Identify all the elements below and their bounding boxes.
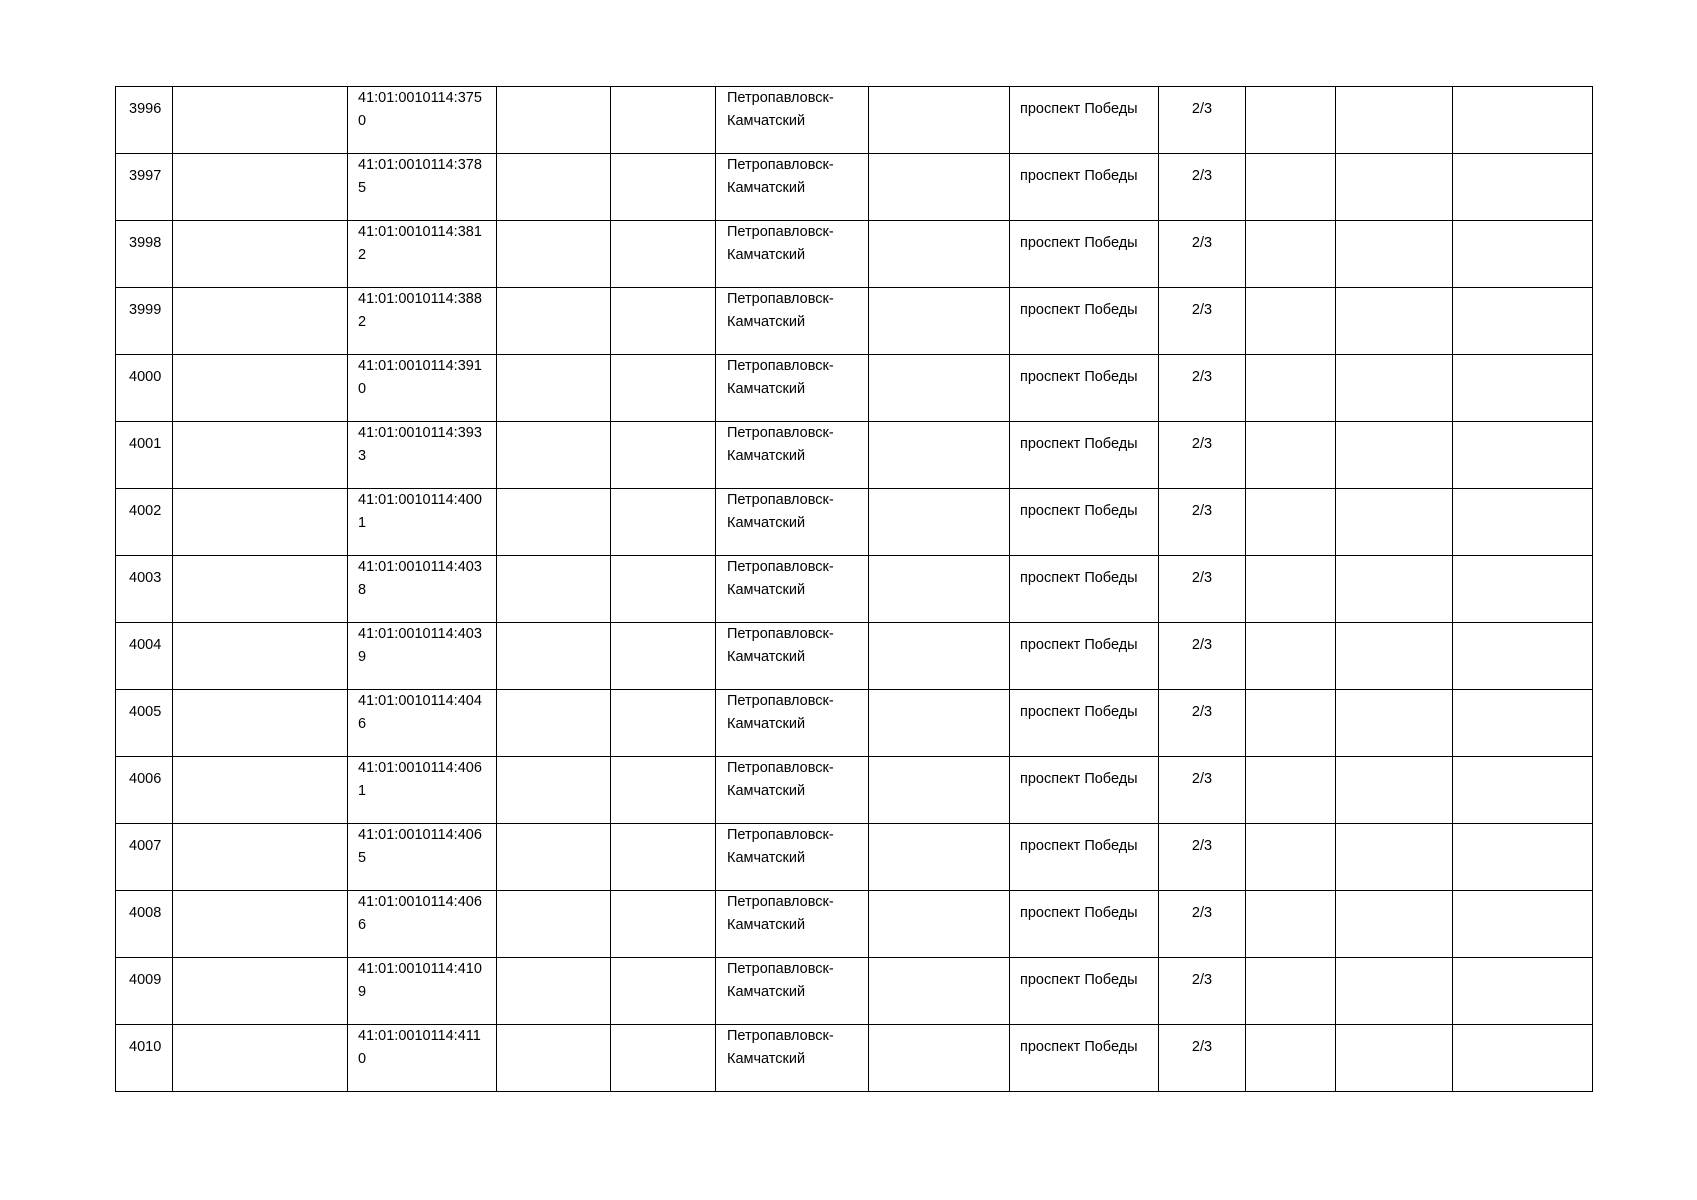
cadastral-number-cell — [348, 154, 497, 221]
empty-cell — [497, 422, 611, 489]
empty-cell — [611, 958, 716, 1025]
empty-cell — [1246, 690, 1336, 757]
empty-cell — [497, 355, 611, 422]
empty-cell — [869, 422, 1010, 489]
street-text: проспект Победы — [1020, 972, 1138, 988]
empty-cell — [173, 422, 348, 489]
cadastral-number-cell — [348, 958, 497, 1025]
table-row — [116, 690, 1593, 757]
empty-cell — [869, 154, 1010, 221]
row-number-cell — [116, 221, 173, 288]
table-row — [116, 154, 1593, 221]
row-number-text: 4010 — [129, 1039, 162, 1055]
empty-cell — [1246, 824, 1336, 891]
empty-cell — [173, 757, 348, 824]
row-number-cell — [116, 690, 173, 757]
street-cell — [1010, 891, 1159, 958]
empty-cell — [1246, 87, 1336, 154]
house-number-text: 2/3 — [1191, 637, 1213, 653]
empty-cell — [1336, 824, 1453, 891]
row-number-cell — [116, 288, 173, 355]
empty-cell — [1336, 87, 1453, 154]
street-cell — [1010, 556, 1159, 623]
house-number-cell — [1159, 757, 1246, 824]
empty-cell — [1336, 288, 1453, 355]
empty-cell — [1336, 556, 1453, 623]
row-number-text: 4005 — [129, 704, 162, 720]
empty-cell — [1246, 757, 1336, 824]
street-text: проспект Победы — [1020, 905, 1138, 921]
city-text: Петропавловск-Камчатский — [727, 157, 834, 196]
table-row — [116, 556, 1593, 623]
cadastral-number-cell — [348, 288, 497, 355]
row-number-text: 4001 — [129, 436, 162, 452]
row-number-text: 4002 — [129, 503, 162, 519]
street-text: проспект Победы — [1020, 235, 1138, 251]
row-number-cell — [116, 824, 173, 891]
house-number-cell — [1159, 824, 1246, 891]
city-text: Петропавловск-Камчатский — [727, 894, 834, 933]
cadastral-number-text: 41:01:0010114:3933 — [358, 425, 482, 464]
empty-cell — [869, 891, 1010, 958]
empty-cell — [1453, 891, 1593, 958]
street-cell — [1010, 623, 1159, 690]
street-text: проспект Победы — [1020, 101, 1138, 117]
cadastral-number-cell — [348, 757, 497, 824]
empty-cell — [173, 1025, 348, 1092]
street-cell — [1010, 288, 1159, 355]
row-number-text: 3999 — [129, 302, 162, 318]
house-number-text: 2/3 — [1191, 570, 1213, 586]
city-text: Петропавловск-Камчатский — [727, 90, 834, 129]
empty-cell — [611, 757, 716, 824]
empty-cell — [1246, 489, 1336, 556]
house-number-text: 2/3 — [1191, 1039, 1213, 1055]
street-text: проспект Победы — [1020, 771, 1138, 787]
cadastral-number-cell — [348, 690, 497, 757]
row-number-cell — [116, 891, 173, 958]
city-text: Петропавловск-Камчатский — [727, 291, 834, 330]
city-cell — [716, 489, 869, 556]
city-text: Петропавловск-Камчатский — [727, 492, 834, 531]
street-cell — [1010, 422, 1159, 489]
table-row — [116, 623, 1593, 690]
cadastral-number-cell — [348, 824, 497, 891]
empty-cell — [173, 288, 348, 355]
cadastral-number-text: 41:01:0010114:4066 — [358, 894, 482, 933]
empty-cell — [1453, 87, 1593, 154]
empty-cell — [611, 1025, 716, 1092]
city-text: Петропавловск-Камчатский — [727, 961, 834, 1000]
city-text: Петропавловск-Камчатский — [727, 1028, 834, 1067]
empty-cell — [1336, 221, 1453, 288]
city-text: Петропавловск-Камчатский — [727, 626, 834, 665]
street-cell — [1010, 690, 1159, 757]
house-number-text: 2/3 — [1191, 168, 1213, 184]
table-row — [116, 958, 1593, 1025]
empty-cell — [611, 154, 716, 221]
empty-cell — [497, 288, 611, 355]
table-row — [116, 87, 1593, 154]
city-text: Петропавловск-Камчатский — [727, 760, 834, 799]
table-row — [116, 355, 1593, 422]
empty-cell — [869, 355, 1010, 422]
empty-cell — [1453, 958, 1593, 1025]
cadastral-number-cell — [348, 1025, 497, 1092]
empty-cell — [869, 556, 1010, 623]
row-number-cell — [116, 489, 173, 556]
street-text: проспект Победы — [1020, 838, 1138, 854]
empty-cell — [1246, 154, 1336, 221]
empty-cell — [1453, 556, 1593, 623]
city-cell — [716, 288, 869, 355]
empty-cell — [1246, 355, 1336, 422]
empty-cell — [611, 87, 716, 154]
empty-cell — [611, 489, 716, 556]
table-row — [116, 489, 1593, 556]
row-number-cell — [116, 87, 173, 154]
street-cell — [1010, 221, 1159, 288]
empty-cell — [869, 623, 1010, 690]
house-number-text: 2/3 — [1191, 972, 1213, 988]
row-number-cell — [116, 355, 173, 422]
empty-cell — [1246, 1025, 1336, 1092]
row-number-text: 4009 — [129, 972, 162, 988]
cadastral-number-text: 41:01:0010114:4109 — [358, 961, 482, 1000]
row-number-cell — [116, 556, 173, 623]
street-text: проспект Победы — [1020, 369, 1138, 385]
house-number-cell — [1159, 1025, 1246, 1092]
house-number-cell — [1159, 422, 1246, 489]
empty-cell — [611, 221, 716, 288]
street-text: проспект Победы — [1020, 637, 1138, 653]
row-number-cell — [116, 422, 173, 489]
empty-cell — [1336, 154, 1453, 221]
row-number-cell — [116, 958, 173, 1025]
street-cell — [1010, 824, 1159, 891]
cadastral-number-text: 41:01:0010114:4038 — [358, 559, 482, 598]
empty-cell — [611, 891, 716, 958]
empty-cell — [173, 154, 348, 221]
empty-cell — [497, 489, 611, 556]
empty-cell — [173, 891, 348, 958]
empty-cell — [869, 757, 1010, 824]
city-cell — [716, 556, 869, 623]
row-number-cell — [116, 1025, 173, 1092]
empty-cell — [1336, 623, 1453, 690]
house-number-text: 2/3 — [1191, 436, 1213, 452]
city-text: Петропавловск-Камчатский — [727, 425, 834, 464]
empty-cell — [611, 556, 716, 623]
empty-cell — [1246, 422, 1336, 489]
cadastral-number-text: 41:01:0010114:3750 — [358, 90, 482, 129]
empty-cell — [869, 824, 1010, 891]
cadastral-number-text: 41:01:0010114:3812 — [358, 224, 482, 263]
house-number-text: 2/3 — [1191, 369, 1213, 385]
empty-cell — [497, 1025, 611, 1092]
city-cell — [716, 1025, 869, 1092]
empty-cell — [611, 623, 716, 690]
empty-cell — [173, 87, 348, 154]
house-number-text: 2/3 — [1191, 771, 1213, 787]
city-cell — [716, 221, 869, 288]
house-number-cell — [1159, 958, 1246, 1025]
cadastral-number-cell — [348, 355, 497, 422]
cadastral-number-cell — [348, 556, 497, 623]
empty-cell — [497, 154, 611, 221]
street-cell — [1010, 87, 1159, 154]
row-number-text: 4003 — [129, 570, 162, 586]
city-cell — [716, 422, 869, 489]
empty-cell — [1246, 556, 1336, 623]
street-text: проспект Победы — [1020, 168, 1138, 184]
empty-cell — [611, 288, 716, 355]
empty-cell — [497, 824, 611, 891]
table-row — [116, 824, 1593, 891]
street-text: проспект Победы — [1020, 704, 1138, 720]
cadastral-number-cell — [348, 623, 497, 690]
cadastral-number-cell — [348, 87, 497, 154]
house-number-cell — [1159, 556, 1246, 623]
registry-table — [115, 86, 1593, 1092]
empty-cell — [1453, 288, 1593, 355]
cadastral-number-text: 41:01:0010114:4046 — [358, 693, 482, 732]
city-cell — [716, 87, 869, 154]
empty-cell — [611, 824, 716, 891]
row-number-cell — [116, 757, 173, 824]
empty-cell — [497, 556, 611, 623]
street-cell — [1010, 355, 1159, 422]
empty-cell — [1246, 891, 1336, 958]
empty-cell — [1246, 288, 1336, 355]
city-text: Петропавловск-Камчатский — [727, 559, 834, 598]
empty-cell — [869, 1025, 1010, 1092]
city-text: Петропавловск-Камчатский — [727, 693, 834, 732]
house-number-text: 2/3 — [1191, 235, 1213, 251]
empty-cell — [1453, 221, 1593, 288]
cadastral-number-text: 41:01:0010114:4065 — [358, 827, 482, 866]
empty-cell — [173, 623, 348, 690]
empty-cell — [173, 690, 348, 757]
cadastral-number-cell — [348, 422, 497, 489]
empty-cell — [1453, 489, 1593, 556]
table-row — [116, 1025, 1593, 1092]
street-text: проспект Победы — [1020, 1039, 1138, 1055]
empty-cell — [869, 288, 1010, 355]
row-number-text: 4007 — [129, 838, 162, 854]
empty-cell — [1453, 422, 1593, 489]
cadastral-number-text: 41:01:0010114:4039 — [358, 626, 482, 665]
house-number-cell — [1159, 221, 1246, 288]
empty-cell — [1453, 355, 1593, 422]
empty-cell — [869, 690, 1010, 757]
empty-cell — [497, 87, 611, 154]
empty-cell — [497, 221, 611, 288]
empty-cell — [1453, 757, 1593, 824]
row-number-text: 3997 — [129, 168, 162, 184]
house-number-cell — [1159, 87, 1246, 154]
empty-cell — [173, 556, 348, 623]
empty-cell — [1336, 1025, 1453, 1092]
empty-cell — [1336, 422, 1453, 489]
city-cell — [716, 690, 869, 757]
house-number-text: 2/3 — [1191, 302, 1213, 318]
table-row — [116, 221, 1593, 288]
empty-cell — [869, 489, 1010, 556]
table-body — [116, 87, 1593, 1092]
street-cell — [1010, 757, 1159, 824]
street-cell — [1010, 1025, 1159, 1092]
empty-cell — [173, 489, 348, 556]
house-number-text: 2/3 — [1191, 704, 1213, 720]
empty-cell — [869, 87, 1010, 154]
cadastral-number-cell — [348, 489, 497, 556]
empty-cell — [497, 958, 611, 1025]
row-number-cell — [116, 154, 173, 221]
row-number-text: 4006 — [129, 771, 162, 787]
empty-cell — [497, 757, 611, 824]
cadastral-number-text: 41:01:0010114:4061 — [358, 760, 482, 799]
row-number-text: 4008 — [129, 905, 162, 921]
row-number-text: 3998 — [129, 235, 162, 251]
empty-cell — [1453, 623, 1593, 690]
empty-cell — [869, 221, 1010, 288]
street-cell — [1010, 154, 1159, 221]
row-number-text: 4000 — [129, 369, 162, 385]
table-row — [116, 757, 1593, 824]
empty-cell — [173, 355, 348, 422]
cadastral-number-cell — [348, 891, 497, 958]
city-cell — [716, 958, 869, 1025]
empty-cell — [1336, 489, 1453, 556]
empty-cell — [611, 355, 716, 422]
house-number-text: 2/3 — [1191, 101, 1213, 117]
empty-cell — [173, 958, 348, 1025]
empty-cell — [1336, 690, 1453, 757]
document-page — [115, 86, 1592, 1092]
city-cell — [716, 824, 869, 891]
house-number-text: 2/3 — [1191, 503, 1213, 519]
empty-cell — [497, 690, 611, 757]
cadastral-number-cell — [348, 221, 497, 288]
empty-cell — [1453, 824, 1593, 891]
cadastral-number-text: 41:01:0010114:4110 — [358, 1028, 481, 1067]
city-cell — [716, 355, 869, 422]
empty-cell — [1246, 623, 1336, 690]
street-cell — [1010, 958, 1159, 1025]
street-text: проспект Победы — [1020, 302, 1138, 318]
empty-cell — [1453, 1025, 1593, 1092]
cadastral-number-text: 41:01:0010114:4001 — [358, 492, 482, 531]
city-cell — [716, 757, 869, 824]
empty-cell — [611, 422, 716, 489]
empty-cell — [1336, 757, 1453, 824]
empty-cell — [1453, 154, 1593, 221]
table-row — [116, 422, 1593, 489]
empty-cell — [1453, 690, 1593, 757]
house-number-cell — [1159, 891, 1246, 958]
house-number-text: 2/3 — [1191, 838, 1213, 854]
empty-cell — [497, 891, 611, 958]
city-cell — [716, 623, 869, 690]
empty-cell — [173, 221, 348, 288]
city-text: Петропавловск-Камчатский — [727, 358, 834, 397]
house-number-cell — [1159, 154, 1246, 221]
empty-cell — [1246, 958, 1336, 1025]
table-row — [116, 891, 1593, 958]
street-text: проспект Победы — [1020, 570, 1138, 586]
city-cell — [716, 154, 869, 221]
house-number-cell — [1159, 489, 1246, 556]
city-text: Петропавловск-Камчатский — [727, 827, 834, 866]
city-text: Петропавловск-Камчатский — [727, 224, 834, 263]
empty-cell — [173, 824, 348, 891]
house-number-cell — [1159, 355, 1246, 422]
empty-cell — [869, 958, 1010, 1025]
house-number-cell — [1159, 690, 1246, 757]
house-number-text: 2/3 — [1191, 905, 1213, 921]
table-row — [116, 288, 1593, 355]
cadastral-number-text: 41:01:0010114:3882 — [358, 291, 482, 330]
house-number-cell — [1159, 288, 1246, 355]
cadastral-number-text: 41:01:0010114:3910 — [358, 358, 482, 397]
house-number-cell — [1159, 623, 1246, 690]
empty-cell — [497, 623, 611, 690]
empty-cell — [1336, 958, 1453, 1025]
empty-cell — [1336, 891, 1453, 958]
empty-cell — [1336, 355, 1453, 422]
street-text: проспект Победы — [1020, 503, 1138, 519]
cadastral-number-text: 41:01:0010114:3785 — [358, 157, 482, 196]
street-cell — [1010, 489, 1159, 556]
city-cell — [716, 891, 869, 958]
row-number-text: 3996 — [129, 101, 162, 117]
street-text: проспект Победы — [1020, 436, 1138, 452]
row-number-text: 4004 — [129, 637, 162, 653]
row-number-cell — [116, 623, 173, 690]
empty-cell — [611, 690, 716, 757]
empty-cell — [1246, 221, 1336, 288]
